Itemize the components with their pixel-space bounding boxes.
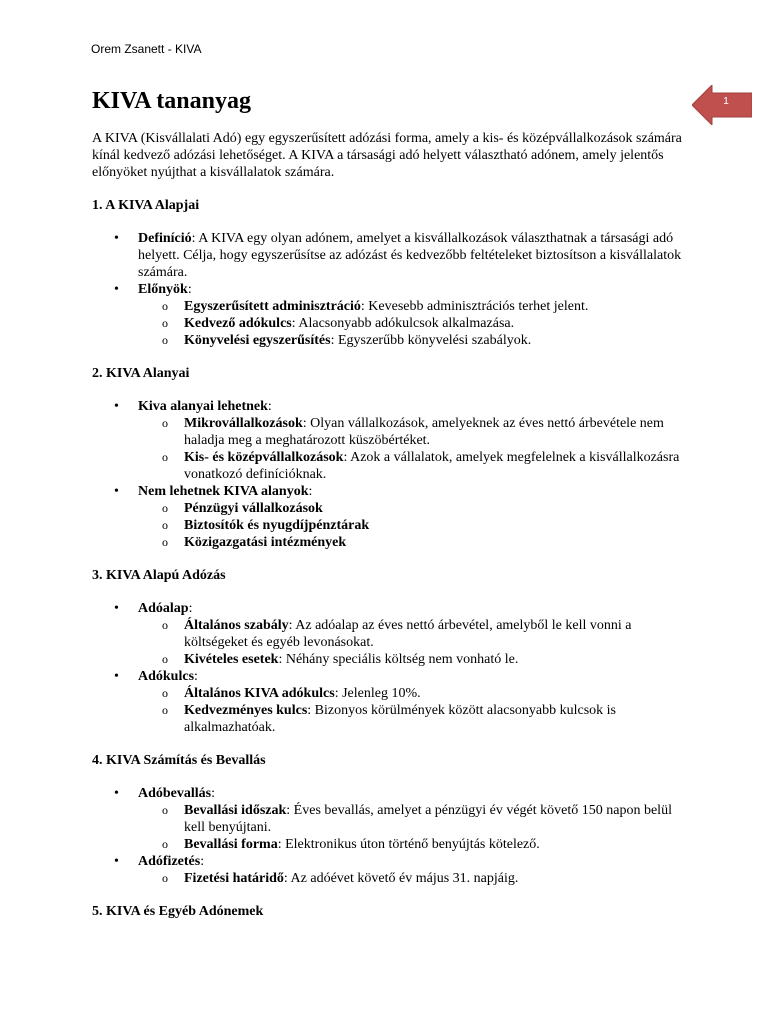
item-text: : <box>187 282 192 297</box>
sub-bullet-item <box>138 534 682 551</box>
intro-paragraph: A KIVA (Kisvállalati Adó) egy egyszerűsített adózási forma, amely a kis- és középvállalkozások számára kínál kedvező adózási lehetőséget. A KIVA a társasági adó helyett választható adónem, amely jelentős előnyöket nyújthat a kisvállalatok számára. <box>92 131 682 180</box>
bullet-item <box>92 281 682 349</box>
item-text: : Elektronikus úton történő benyújtás kötelező. <box>277 837 540 852</box>
item-term: Általános szabály <box>184 618 289 633</box>
bullet-item <box>92 230 682 281</box>
section-heading: 2. KIVA Alanyai <box>92 366 190 381</box>
sub-bullet-item <box>138 802 682 836</box>
item-text: : <box>211 786 216 801</box>
section-heading: 3. KIVA Alapú Adózás <box>92 568 226 583</box>
item-text: : A KIVA egy olyan adónem, amelyet a kisvállalkozások választhatnak a társasági adó helyett. Célja, hogy egyszerűsítse az adózást és kedvezőbb feltételeket biztosítson a kisvállalatok számára. <box>138 231 682 280</box>
bullet-list <box>92 398 682 551</box>
item-term: Adóalap <box>138 601 189 616</box>
sub-bullet-item <box>138 315 682 332</box>
bullet-item <box>92 398 682 483</box>
sub-bullet-item <box>138 415 682 449</box>
sub-bullet-item <box>138 500 682 517</box>
item-text: : Egyszerűbb könyvelési szabályok. <box>330 333 532 348</box>
item-term: Kedvezményes kulcs <box>184 703 308 718</box>
sub-bullet-item <box>138 617 682 651</box>
bullet-item <box>92 600 682 668</box>
item-term: Mikrovállalkozások <box>184 416 303 431</box>
sub-bullet-list <box>138 685 682 736</box>
item-text: : Éves bevallás, amelyet a pénzügyi év végét követő 150 napon belül kell benyújtani. <box>184 803 672 835</box>
item-term: Definíció <box>138 231 192 246</box>
section-heading: 5. KIVA és Egyéb Adónemek <box>92 904 264 919</box>
item-text: : Olyan vállalkozások, amelyeknek az éves nettó árbevétele nem haladja meg a meghatározott küszöbértéket. <box>184 416 664 448</box>
item-term: Adókulcs <box>138 669 195 684</box>
bullet-list <box>92 785 682 887</box>
sub-bullet-list <box>138 415 682 483</box>
sub-bullet-item <box>138 651 682 668</box>
bullet-item <box>92 668 682 736</box>
item-term: Könyvelési egyszerűsítés <box>184 333 331 348</box>
item-text: : Kevesebb adminisztrációs terhet jelent. <box>360 299 589 314</box>
bullet-item <box>92 483 682 551</box>
sub-bullet-item <box>138 870 682 887</box>
item-text: : Az adóévet követő év május 31. napjáig. <box>283 871 519 886</box>
item-term: Pénzügyi vállalkozások <box>184 501 323 516</box>
page-header: Orem Zsanett - KIVA <box>91 42 202 56</box>
bullet-list <box>92 230 682 349</box>
sub-bullet-item <box>138 332 682 349</box>
item-text: : Jelenleg 10%. <box>334 686 421 701</box>
item-term: Egyszerűsített adminisztráció <box>184 299 361 314</box>
item-text: : <box>267 399 272 414</box>
sub-bullet-list <box>138 617 682 668</box>
sub-bullet-item <box>138 836 682 853</box>
page-number: 1 <box>723 96 729 107</box>
item-term: Közigazgatási intézmények <box>184 535 347 550</box>
sub-bullet-item <box>138 702 682 736</box>
item-term: Adóbevallás <box>138 786 212 801</box>
item-text: : Néhány speciális költség nem vonható le. <box>278 652 519 667</box>
bullet-list <box>92 600 682 736</box>
item-text: : Alacsonyabb adókulcsok alkalmazása. <box>291 316 515 331</box>
sub-bullet-item <box>138 685 682 702</box>
item-term: Fizetési határidő <box>184 871 284 886</box>
item-term: Előnyök <box>138 282 188 297</box>
item-term: Általános KIVA adókulcs <box>184 686 335 701</box>
item-text: : <box>194 669 198 684</box>
sub-bullet-item <box>138 449 682 483</box>
sub-bullet-list <box>138 870 682 887</box>
item-term: Kiva alanyai lehetnek <box>138 399 268 414</box>
bullet-item <box>92 853 682 887</box>
item-text: : Az adóalap az éves nettó árbevétel, amelyből le kell vonni a költségeket és egyéb levonásokat. <box>184 618 632 650</box>
sub-bullet-list <box>138 298 682 349</box>
document-body <box>92 86 682 936</box>
item-term: Biztosítók és nyugdíjpénztárak <box>184 518 370 533</box>
item-term: Nem lehetnek KIVA alanyok <box>138 484 309 499</box>
item-text: : Bizonyos körülmények között alacsonyabb kulcsok is alkalmazhatóak. <box>184 703 616 735</box>
item-term: Bevallási forma <box>184 837 278 852</box>
sub-bullet-item <box>138 517 682 534</box>
item-term: Kis- és középvállalkozások <box>184 450 344 465</box>
item-term: Bevallási időszak <box>184 803 287 818</box>
item-text: : <box>200 854 205 869</box>
sub-bullet-list <box>138 802 682 853</box>
section-heading: 1. A KIVA Alapjai <box>92 198 200 213</box>
item-text: : <box>308 484 313 499</box>
item-term: Adófizetés <box>138 854 201 869</box>
item-text: : Azok a vállalatok, amelyek megfelelnek a kisvállalkozásra vonatkozó definícióknak. <box>184 450 680 482</box>
document-title: KIVA tananyag <box>92 88 251 114</box>
item-text: : <box>188 601 193 616</box>
sub-bullet-list <box>138 500 682 551</box>
sections-container <box>92 197 682 920</box>
section-heading: 4. KIVA Számítás és Bevallás <box>92 753 266 768</box>
item-term: Kivételes esetek <box>184 652 279 667</box>
bullet-item <box>92 785 682 853</box>
sub-bullet-item <box>138 298 682 315</box>
item-term: Kedvező adókulcs <box>184 316 292 331</box>
